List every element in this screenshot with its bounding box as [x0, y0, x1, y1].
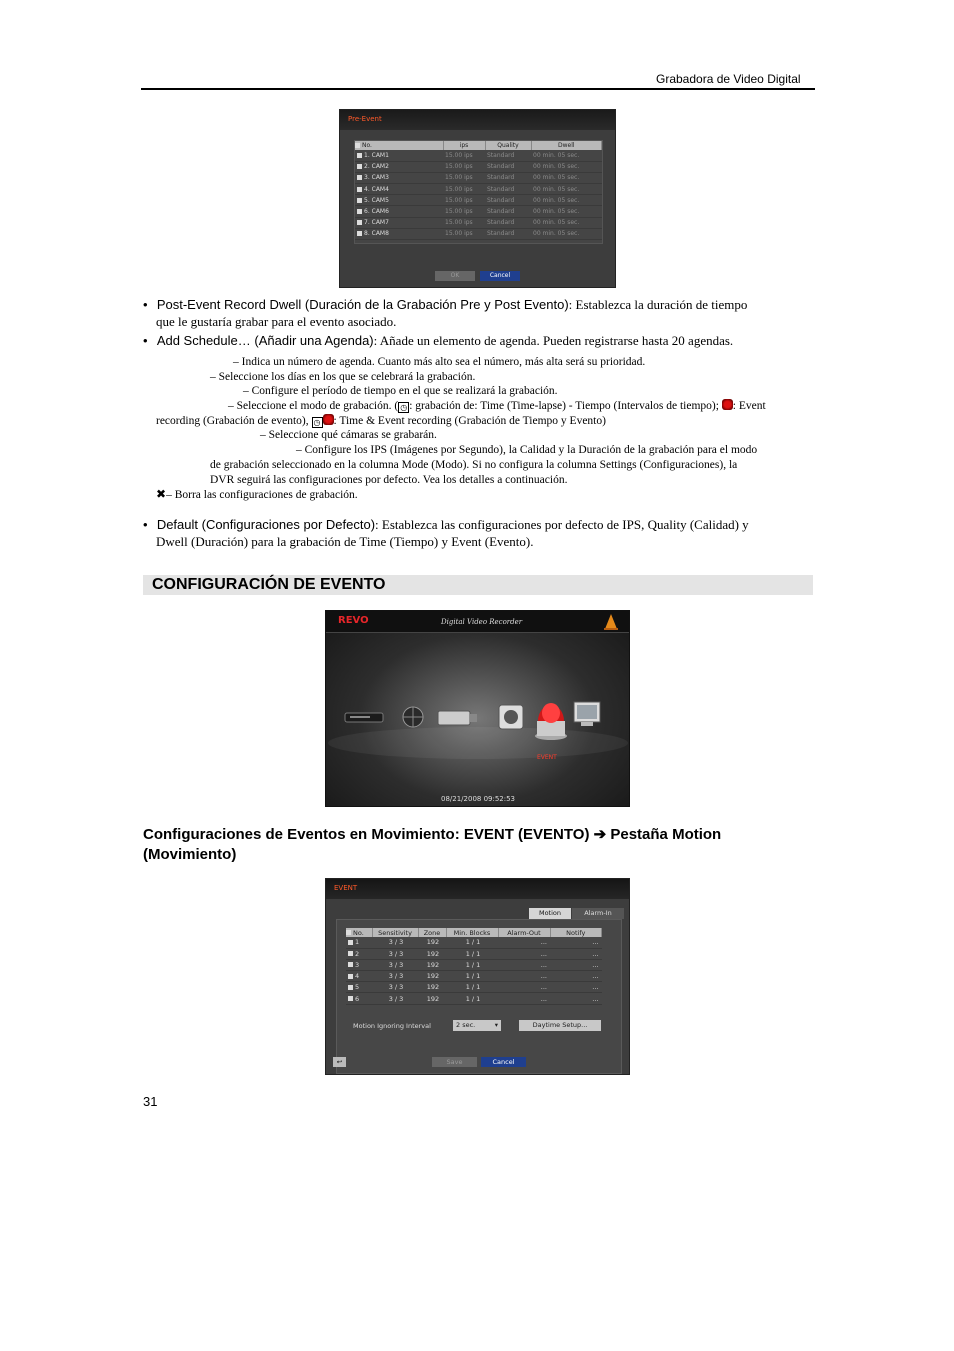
event-siren-icon	[323, 414, 334, 425]
ips-cell[interactable]: 15.00 ips	[443, 161, 485, 172]
sensitivity-cell[interactable]: 3 / 3	[372, 937, 418, 948]
table-row[interactable]	[346, 959, 602, 970]
cam-cell: 8. CAM8	[355, 228, 443, 239]
header-rule	[141, 88, 815, 90]
dvr-menu-icons	[326, 633, 630, 793]
table-row[interactable]	[355, 150, 602, 161]
dwell-cell[interactable]: 00 min. 05 sec.	[531, 172, 602, 183]
record-film-icon[interactable]	[499, 705, 523, 729]
col-quality: Quality	[485, 141, 531, 150]
row-checkbox[interactable]	[348, 996, 353, 1001]
default-label: Default (Configuraciones por Defecto)	[156, 517, 376, 532]
motion-table	[346, 928, 602, 1005]
zone-cell[interactable]: 192	[418, 948, 446, 959]
dvr-datetime: 08/21/2008 09:52:53	[441, 795, 516, 803]
no-cell: 2	[346, 948, 372, 959]
pre-event-titlebar	[340, 110, 615, 130]
post-event-text-2: que le gustaría grabar para el evento asociado.	[156, 314, 397, 329]
row-checkbox[interactable]	[357, 198, 362, 203]
bullet-default	[143, 516, 815, 533]
bullet-add-schedule	[143, 332, 815, 349]
time-clock-icon: ◷	[398, 402, 409, 413]
schedule-line-3: – Configure el período de tiempo en el que se realizará la grabación.	[243, 385, 558, 397]
min-blocks-cell[interactable]: 1 / 1	[446, 959, 498, 970]
dwell-cell[interactable]: 00 min. 05 sec.	[531, 195, 602, 206]
cam-cell: 2. CAM2	[355, 161, 443, 172]
ips-cell[interactable]: 15.00 ips	[443, 228, 485, 239]
cancel-button[interactable]: Cancel	[480, 271, 520, 281]
dvr-heading: Digital Video Recorder	[441, 618, 523, 626]
row-checkbox[interactable]	[348, 974, 353, 979]
no-cell: 6	[346, 993, 372, 1004]
zone-cell[interactable]: 192	[418, 937, 446, 948]
col-ips: ips	[443, 141, 485, 150]
row-checkbox[interactable]	[348, 951, 353, 956]
min-blocks-cell[interactable]: 1 / 1	[446, 971, 498, 982]
quality-cell[interactable]: Standard	[485, 217, 531, 228]
pre-event-screenshot	[339, 109, 616, 288]
quality-cell[interactable]: Standard	[485, 206, 531, 217]
cam-cell: 6. CAM6	[355, 206, 443, 217]
event-siren-icon	[722, 399, 733, 410]
min-blocks-cell[interactable]: 1 / 1	[446, 937, 498, 948]
ips-cell[interactable]: 15.00 ips	[443, 206, 485, 217]
bullet-post-event	[143, 296, 815, 313]
table-row[interactable]	[346, 982, 602, 993]
row-checkbox[interactable]	[357, 187, 362, 192]
schedule-line-6b: de grabación seleccionado en la columna Mode (Modo). Si no configura la columna Settings (Configuraciones), la	[210, 459, 738, 471]
event-screenshot	[325, 878, 630, 1075]
quality-cell[interactable]: Standard	[485, 228, 531, 239]
motion-ignoring-select[interactable]: 2 sec. ▾	[453, 1020, 501, 1031]
tab-motion[interactable]: Motion	[529, 908, 571, 919]
daytime-setup-button[interactable]: Daytime Setup...	[519, 1020, 601, 1031]
schedule-line-6c: DVR seguirá las configuraciones por defecto. Vea los detalles a continuación.	[210, 474, 568, 486]
row-checkbox[interactable]	[357, 209, 362, 214]
col-no: No.	[355, 141, 443, 150]
schedule-line-1: – Indica un número de agenda. Cuanto más alto sea el número, más alta será su prioridad.	[233, 356, 646, 368]
alarm-out-cell[interactable]: ...	[498, 993, 550, 1004]
row-checkbox[interactable]	[348, 940, 353, 945]
alarm-out-cell[interactable]: ...	[498, 937, 550, 948]
min-blocks-cell[interactable]: 1 / 1	[446, 993, 498, 1004]
pre-event-title: Pre-Event	[348, 115, 382, 123]
chevron-down-icon: ▾	[494, 1021, 498, 1029]
no-cell: 5	[346, 982, 372, 993]
col-sensitivity: Sensitivity	[372, 928, 418, 937]
schedule-line-2: – Seleccione los días en los que se celebrará la grabación.	[210, 371, 476, 383]
revo-logo: REVO	[338, 615, 369, 626]
wizard-hat-icon[interactable]	[603, 613, 619, 631]
table-row[interactable]	[355, 206, 602, 217]
table-row[interactable]	[355, 184, 602, 195]
post-event-text: : Establezca la duración de tiempo	[568, 297, 748, 312]
min-blocks-cell[interactable]: 1 / 1	[446, 982, 498, 993]
row-checkbox[interactable]	[348, 985, 353, 990]
notify-cell[interactable]: ...	[550, 971, 602, 982]
table-row[interactable]	[346, 971, 602, 982]
notify-cell[interactable]: ...	[550, 959, 602, 970]
add-schedule-text: : Añade un elemento de agenda. Pueden registrarse hasta 20 agendas.	[373, 333, 734, 348]
schedule-line-7: ✖– Borra las configuraciones de grabación.	[156, 487, 358, 501]
ips-cell[interactable]: 15.00 ips	[443, 217, 485, 228]
notify-cell[interactable]: ...	[550, 948, 602, 959]
cancel-button[interactable]: Cancel	[481, 1057, 526, 1067]
quality-cell[interactable]: Standard	[485, 184, 531, 195]
pre-event-table	[355, 141, 602, 240]
dwell-cell[interactable]: 00 min. 05 sec.	[531, 161, 602, 172]
post-event-label: Post-Event Record Dwell (Duración de la Grabación Pre y Post Evento)	[156, 297, 569, 312]
zone-cell[interactable]: 192	[418, 993, 446, 1004]
default-text-2: Dwell (Duración) para la grabación de Time (Tiempo) y Event (Evento).	[156, 534, 534, 549]
sensitivity-cell[interactable]: 3 / 3	[372, 948, 418, 959]
ips-cell[interactable]: 15.00 ips	[443, 150, 485, 161]
ips-cell[interactable]: 15.00 ips	[443, 184, 485, 195]
dwell-cell[interactable]: 00 min. 05 sec.	[531, 217, 602, 228]
camera-icon[interactable]	[438, 711, 477, 725]
tab-alarm-in[interactable]: Alarm-In	[572, 908, 624, 919]
motion-table-wrap	[346, 928, 602, 1005]
table-row[interactable]	[346, 993, 602, 1004]
sensitivity-cell[interactable]: 3 / 3	[372, 982, 418, 993]
notify-cell[interactable]: ...	[550, 993, 602, 1004]
sensitivity-cell[interactable]: 3 / 3	[372, 959, 418, 970]
save-button[interactable]: Save	[432, 1057, 477, 1067]
no-cell: 3	[346, 959, 372, 970]
min-blocks-cell[interactable]: 1 / 1	[446, 948, 498, 959]
notify-cell[interactable]: ...	[550, 937, 602, 948]
ips-cell[interactable]: 15.00 ips	[443, 195, 485, 206]
table-row[interactable]	[346, 937, 602, 948]
col-notify: Notify	[550, 928, 602, 937]
col-min-blocks: Min. Blocks	[446, 928, 498, 937]
quality-cell[interactable]: Standard	[485, 150, 531, 161]
table-row[interactable]	[355, 228, 602, 239]
row-checkbox[interactable]	[348, 962, 353, 967]
page-number: 31	[143, 1094, 158, 1109]
row-checkbox[interactable]	[357, 175, 362, 180]
dwell-cell[interactable]: 00 min. 05 sec.	[531, 184, 602, 195]
bullet-dot: •	[143, 333, 148, 348]
pre-event-panel	[354, 140, 603, 244]
cam-cell: 7. CAM7	[355, 217, 443, 228]
arrow-right-icon: ➔	[593, 826, 607, 843]
delete-x-icon: ✖	[156, 487, 167, 501]
sensitivity-cell[interactable]: 3 / 3	[372, 971, 418, 982]
col-no: No.	[346, 928, 372, 937]
network-globe-icon[interactable]	[403, 707, 423, 727]
table-row[interactable]	[355, 161, 602, 172]
default-text: : Establezca las configuraciones por defecto de IPS, Quality (Calidad) y	[375, 517, 749, 532]
table-row[interactable]	[355, 217, 602, 228]
alarm-out-cell[interactable]: ...	[498, 982, 550, 993]
schedule-line-4: – Seleccione el modo de grabación. ( ◷ : grabación de: Time (Time-lapse) - Tiempo (Intervalos de tiempo); : Event	[228, 400, 766, 412]
dwell-cell[interactable]: 00 min. 05 sec.	[531, 150, 602, 161]
dwell-cell[interactable]: 00 min. 05 sec.	[531, 228, 602, 239]
display-monitor-icon[interactable]	[574, 702, 600, 726]
running-header: Grabadora de Video Digital	[656, 72, 801, 86]
dvr-topbar	[326, 611, 629, 633]
motion-subheading: Configuraciones de Eventos en Movimiento: EVENT (EVENTO) ➔ Pestaña Motion (Movimiento)	[143, 826, 722, 863]
row-checkbox[interactable]	[357, 220, 362, 225]
cam-cell: 3. CAM3	[355, 172, 443, 183]
col-dwell: Dwell	[531, 141, 602, 150]
motion-ignoring-label: Motion Ignoring Interval	[353, 1022, 431, 1030]
event-menu-label: EVENT	[537, 754, 557, 761]
ok-button[interactable]: OK	[435, 271, 475, 281]
dwell-cell[interactable]: 00 min. 05 sec.	[531, 206, 602, 217]
alarm-out-cell[interactable]: ...	[498, 971, 550, 982]
schedule-line-4-cont: recording (Grabación de evento), ◷ : Time & Event recording (Grabación de Tiempo y Evento)	[156, 415, 606, 427]
quality-cell[interactable]: Standard	[485, 172, 531, 183]
bullet-dot: •	[143, 517, 148, 532]
cam-cell: 4. CAM4	[355, 184, 443, 195]
alarm-out-cell[interactable]: ...	[498, 948, 550, 959]
row-checkbox[interactable]	[357, 164, 362, 169]
add-schedule-label: Add Schedule… (Añadir una Agenda)	[156, 333, 374, 348]
cam-cell: 1. CAM1	[355, 150, 443, 161]
time-clock-icon: ◷	[312, 417, 323, 428]
select-all-checkbox[interactable]	[355, 143, 360, 148]
schedule-line-5: – Seleccione qué cámaras se grabarán.	[260, 429, 437, 441]
quality-cell[interactable]: Standard	[485, 161, 531, 172]
event-siren-icon[interactable]	[535, 703, 567, 740]
table-row[interactable]	[346, 948, 602, 959]
schedule-line-6a: – Configure los IPS (Imágenes por Segundo), la Calidad y la Duración de la grabación para el modo	[296, 444, 758, 456]
table-row[interactable]	[355, 172, 602, 183]
dvr-device-icon[interactable]	[345, 713, 383, 722]
dvr-main-screenshot	[325, 610, 630, 807]
zone-cell[interactable]: 192	[418, 982, 446, 993]
ips-cell[interactable]: 15.00 ips	[443, 172, 485, 183]
quality-cell[interactable]: Standard	[485, 195, 531, 206]
col-alarm-out: Alarm-Out	[498, 928, 550, 937]
event-title: EVENT	[334, 884, 358, 892]
back-arrow-icon[interactable]: ↩	[333, 1057, 346, 1067]
sensitivity-cell[interactable]: 3 / 3	[372, 993, 418, 1004]
cam-cell: 5. CAM5	[355, 195, 443, 206]
event-titlebar	[326, 879, 629, 899]
zone-cell[interactable]: 192	[418, 971, 446, 982]
no-cell: 4	[346, 971, 372, 982]
alarm-out-cell[interactable]: ...	[498, 959, 550, 970]
table-row[interactable]	[355, 195, 602, 206]
bullet-dot: •	[143, 297, 148, 312]
row-checkbox[interactable]	[357, 153, 362, 158]
section-title: CONFIGURACIÓN DE EVENTO	[152, 576, 386, 593]
select-all-checkbox[interactable]	[346, 930, 351, 935]
zone-cell[interactable]: 192	[418, 959, 446, 970]
notify-cell[interactable]: ...	[550, 982, 602, 993]
no-cell: 1	[346, 937, 372, 948]
col-zone: Zone	[418, 928, 446, 937]
row-checkbox[interactable]	[357, 231, 362, 236]
